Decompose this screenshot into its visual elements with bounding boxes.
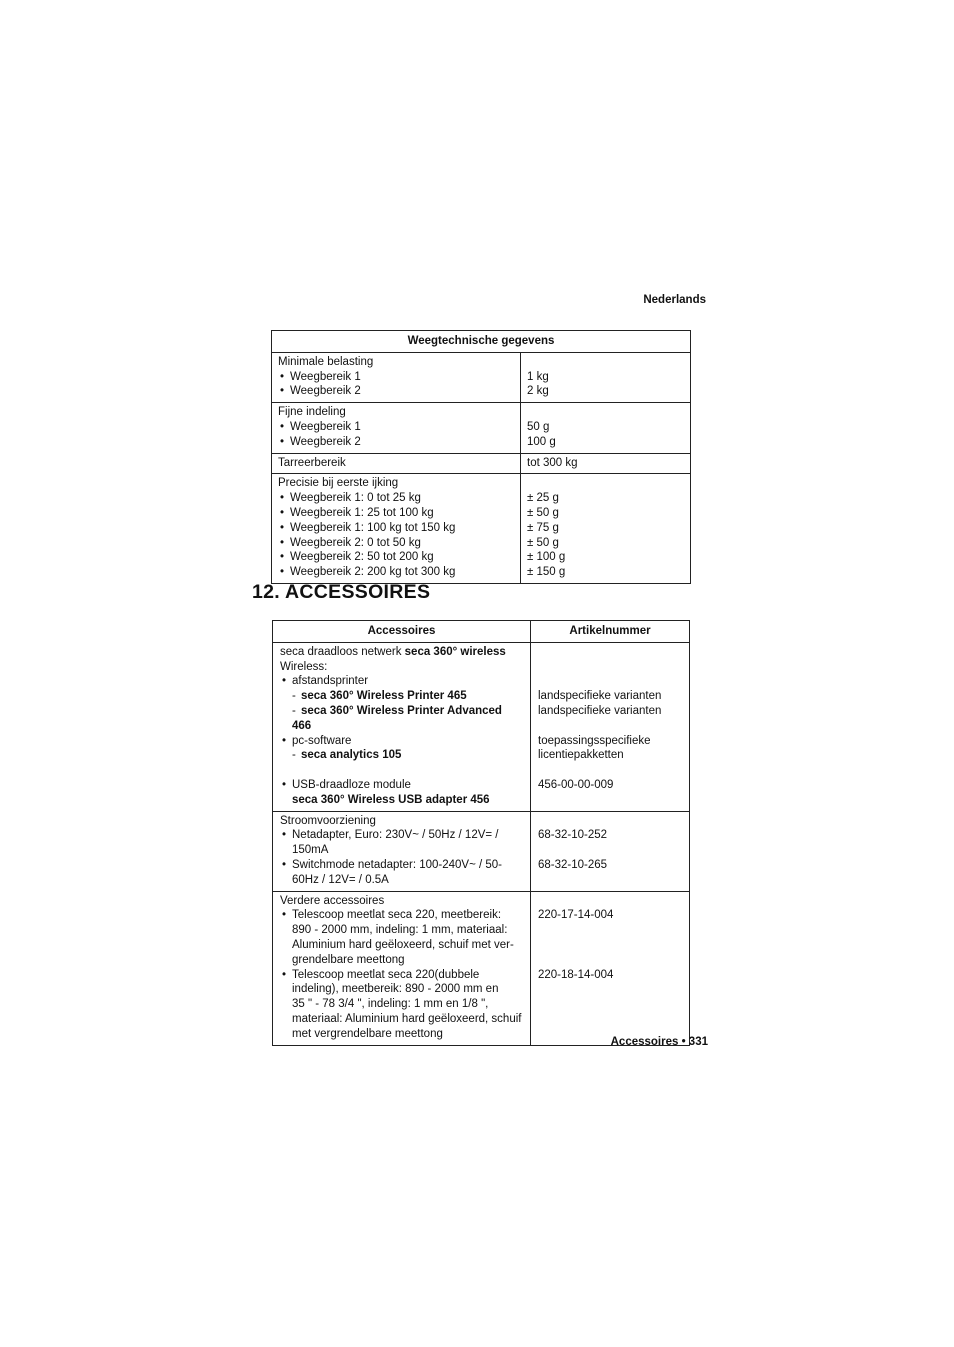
table-row xyxy=(272,403,691,453)
row-label: Fijne indeling xyxy=(278,406,346,419)
value: landspecifieke varianten xyxy=(538,690,662,703)
row-label: Precisie bij eerste ijking xyxy=(278,477,399,490)
section-number: 12. xyxy=(252,581,281,603)
list-item: • Weegbereik 1 xyxy=(278,420,514,435)
row-label: Minimale belasting xyxy=(278,355,374,368)
section-title: ACCESSOIRES xyxy=(285,581,431,603)
list-item: • Weegbereik 1: 100 kg tot 150 kg xyxy=(278,521,514,536)
value: 2 kg xyxy=(527,385,549,398)
list-item: • Weegbereik 1: 0 tot 25 kg xyxy=(278,491,514,506)
list-item: • Weegbereik 2 xyxy=(278,384,514,399)
weigh-data-table xyxy=(271,330,691,584)
list-item: • Netadapter, Euro: 230V~ / 50Hz / 12V= / 150mA xyxy=(280,828,524,858)
list-item: • Weegbereik 2: 50 tot 200 kg xyxy=(278,550,514,565)
list-item: • Weegbereik 2: 200 kg tot 300 kg xyxy=(278,565,514,580)
table-row xyxy=(273,811,690,891)
value: licentiepakketten xyxy=(538,749,624,762)
value: ± 100 g xyxy=(527,551,566,564)
sub-item: - seca 360° Wireless Printer Advanced 466 xyxy=(292,704,502,732)
section-heading xyxy=(252,581,430,604)
page-footer: Accessoires • 331 xyxy=(610,1036,708,1048)
accessories-table xyxy=(272,620,690,1046)
value: 50 g xyxy=(527,420,550,433)
row-label: Verdere accessoires xyxy=(280,894,385,907)
list-item: • Switchmode netadapter: 100-240V~ / 50- 60Hz / 12V= / 0.5A xyxy=(280,858,524,888)
wireless-intro: seca draadloos netwerk seca 360° wireless xyxy=(280,645,506,658)
table-title: Weegtechnische gegevens xyxy=(272,331,691,353)
value: 68-32-10-252 xyxy=(538,829,608,842)
table-row xyxy=(273,642,690,811)
wireless-label: Wireless: xyxy=(280,660,328,673)
value: 1 kg xyxy=(527,370,549,383)
list-item: • Weegbereik 1 xyxy=(278,370,514,385)
value: toepassingsspecifieke xyxy=(538,734,651,747)
list-item: • afstandsprinter xyxy=(280,674,524,689)
value: tot 300 kg xyxy=(527,456,578,469)
list-item: • Telescoop meetlat seca 220, meetbereik: 890 - 2000 mm, indeling: 1 mm, materiaal: Aluminium hard geëloxeerd, schuif met ver- grendelbare meettong xyxy=(280,908,524,967)
sub-item: - seca 360° Wireless Printer 465 xyxy=(292,690,467,703)
list-item: • Weegbereik 2: 0 tot 50 kg xyxy=(278,536,514,551)
language-label: Nederlands xyxy=(643,294,706,306)
table-row xyxy=(272,474,691,584)
list-item: • Weegbereik 1: 25 tot 100 kg xyxy=(278,506,514,521)
table-row xyxy=(272,453,691,474)
value: ± 25 g xyxy=(527,492,559,505)
value: 456-00-00-009 xyxy=(538,778,614,791)
row-label: Tarreerbereik xyxy=(278,456,346,469)
value: ± 75 g xyxy=(527,521,559,534)
list-item: • pc-software xyxy=(280,734,524,749)
column-header-accessories: Accessoires xyxy=(273,621,531,643)
row-label: Stroomvoorziening xyxy=(280,814,376,827)
value: landspecifieke varianten xyxy=(538,704,662,717)
value: 68-32-10-265 xyxy=(538,858,608,871)
value: ± 50 g xyxy=(527,536,559,549)
list-item: • USB-draadloze module xyxy=(280,778,524,793)
list-item: • Telescoop meetlat seca 220(dubbele indeling), meetbereik: 890 - 2000 mm en 35 " - 78 3/4 ", indeling: 1 mm en 1/8 ", materiaal: Aluminium hard geëloxeerd, schuif met vergrendelbare meettong xyxy=(280,968,524,1042)
sub-item: seca 360° Wireless USB adapter 456 xyxy=(292,793,490,806)
value: ± 150 g xyxy=(527,566,566,579)
table-row xyxy=(273,891,690,1045)
sub-item: - seca analytics 105 xyxy=(292,749,402,762)
value: 220-18-14-004 xyxy=(538,968,614,981)
value: ± 50 g xyxy=(527,506,559,519)
value: 220-17-14-004 xyxy=(538,909,614,922)
value: 100 g xyxy=(527,435,556,448)
list-item: • Weegbereik 2 xyxy=(278,435,514,450)
column-header-article-number: Artikelnummer xyxy=(531,621,690,643)
table-row xyxy=(272,352,691,402)
